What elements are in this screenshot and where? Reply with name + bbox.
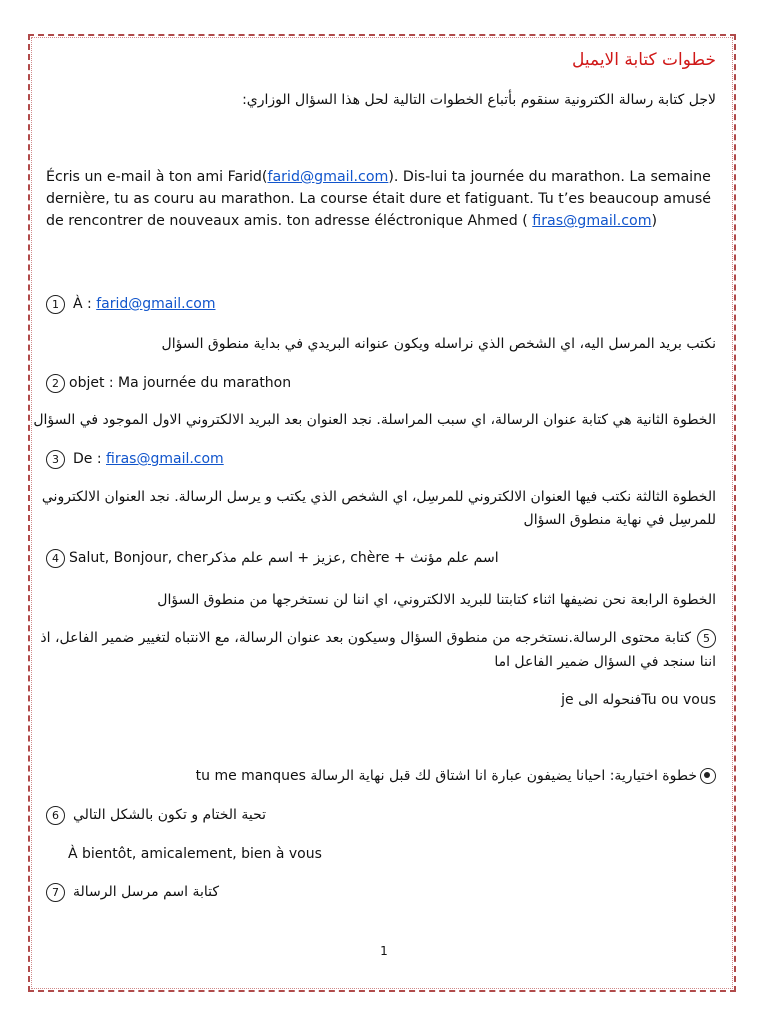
step-1-line (46, 294, 215, 314)
intro-text: لاجل كتابة رسالة الكترونية سنقوم بأتباع الخطوات التالية لحل هذا السؤال الوزاري: (242, 92, 716, 108)
step-5-description-3: Tu ou vousفنحوله الى je (561, 692, 716, 708)
step-3-label: De : (73, 451, 107, 467)
step-3-number: 3 (46, 450, 65, 469)
step-6-number: 6 (46, 806, 65, 825)
step-2-line (46, 373, 291, 393)
step-5-number: 5 (697, 629, 716, 648)
prompt-email-link-1[interactable]: farid@gmail.com (267, 169, 389, 185)
step-4-line (46, 548, 499, 568)
optional-step-text: خطوة اختيارية: احيانا يضيفون عبارة انا اشتاق لك قبل نهاية الرسالة tu me manques (195, 768, 697, 784)
step-4-number: 4 (46, 549, 65, 568)
step-7-line (46, 882, 219, 902)
step-2-description: الخطوة الثانية هي كتابة عنوان الرسالة، اي سبب المراسلة. نجد العنوان بعد البريد الالكتروني الاول الموجود في السؤال (33, 412, 716, 428)
document-title: خطوات كتابة الايميل (571, 50, 716, 70)
exam-prompt (46, 166, 722, 232)
step-3-description-1: الخطوة الثالثة نكتب فيها العنوان الالكتروني للمرسِل، اي الشخص الذي يكتب و يرسل الرسالة. نجد العنوان الالكتروني (41, 489, 716, 505)
optional-bullet-icon (700, 768, 716, 784)
step-1-number: 1 (46, 295, 65, 314)
step-7-number: 7 (46, 883, 65, 902)
step-4-description: الخطوة الرابعة نحن نضيفها اثناء كتابتنا للبريد الالكتروني، اي اننا لن نستخرجها من منطوق السؤال (157, 592, 716, 608)
step-5-line (40, 628, 716, 648)
optional-step (196, 766, 716, 786)
step-4-label: Salut, Bonjour, cherعزيز + اسم علم مذكر, chère + اسم علم مؤنث (69, 550, 499, 566)
page-number: 1 (380, 944, 388, 958)
prompt-text-2: ). Dis-lui ta journée du marathon. La semaine dernière, tu as couru au marathon. La course était dure et fatiguant. Tu t’es beaucoup amusé de rencontrer de nouveaux amis. ton adresse éléctronique Ahmed ( (46, 169, 712, 229)
step-3-line (46, 449, 224, 469)
step-6-line (46, 805, 266, 825)
step-2-number: 2 (46, 374, 65, 393)
prompt-text-1: Écris un e-mail à ton ami Farid( (46, 169, 268, 185)
step-3-description-2: للمرسِل في نهاية منطوق السؤال (523, 512, 716, 528)
step-6-description: تحية الختام و تكون بالشكل التالي (73, 807, 266, 823)
step-1-description: نكتب بريد المرسل اليه، اي الشخص الذي نراسله ويكون عنوانه البريدي في بداية منطوق السؤال (161, 336, 716, 352)
step-6-closing: À bientôt, amicalement, bien à vous (68, 846, 322, 862)
step-7-description: كتابة اسم مرسل الرسالة (73, 884, 220, 900)
prompt-text-3: ) (651, 213, 658, 229)
step-5-description-1: كتابة محتوى الرسالة.نستخرجه من منطوق السؤال وسيكون بعد عنوان الرسالة، مع الانتباه لتغيير ضمير الفاعل، اذ (40, 630, 691, 646)
prompt-email-link-2[interactable]: firas@gmail.com (532, 213, 652, 229)
step-3-email-link[interactable]: firas@gmail.com (106, 451, 224, 467)
step-1-label: À : (73, 296, 97, 312)
step-1-email-link[interactable]: farid@gmail.com (96, 296, 216, 312)
step-5-description-2: اننا سنجد في السؤال ضمير الفاعل اما (494, 654, 716, 670)
step-2-label: objet : Ma journée du marathon (69, 375, 292, 391)
